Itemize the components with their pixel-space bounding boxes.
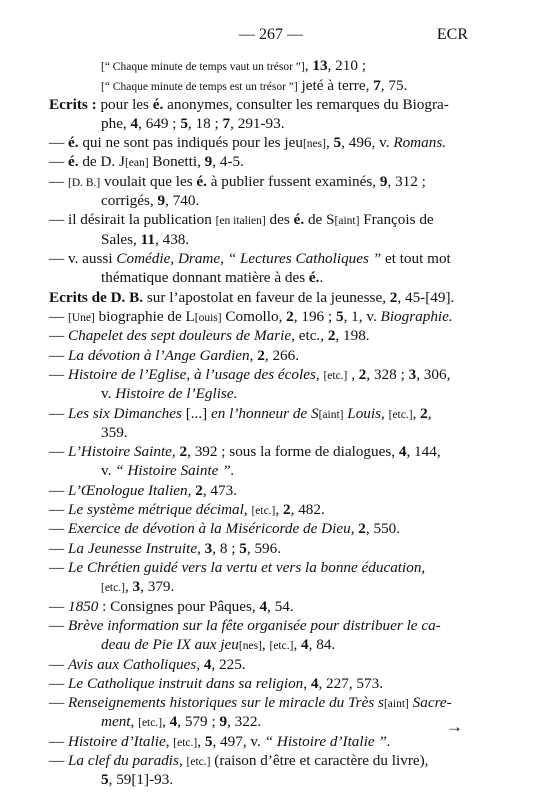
entry-text: ,: [243, 501, 252, 518]
entry-text: ,: [261, 636, 270, 653]
italic-title: La Jeunesse Instruite: [67, 540, 198, 557]
bold-term: 2: [195, 482, 203, 499]
bold-term: 3: [204, 540, 213, 557]
entry-text: —: [49, 617, 68, 634]
index-line: [49, 442, 441, 462]
entry-text: —: [49, 327, 68, 344]
entry-text: Comollo,: [221, 308, 287, 325]
bracket-note: [etc.]: [269, 640, 294, 652]
bold-term: 2: [358, 520, 366, 537]
entry-text: , 4-5.: [212, 153, 244, 170]
bracket-note: [etc.]: [323, 370, 348, 382]
entry-text: ,: [304, 57, 313, 74]
bold-term: 9: [204, 153, 213, 170]
entry-text: ,: [171, 443, 180, 460]
italic-title: Histoire d’Italie: [67, 733, 166, 750]
entry-text: , 45-[49].: [397, 289, 455, 306]
bold-term: 5: [335, 308, 344, 325]
bracket-note: [etc.]: [186, 756, 211, 768]
entry-text: de D. J: [78, 153, 125, 170]
index-line: [101, 577, 174, 598]
entry-text: ,: [427, 405, 432, 422]
bold-term: 4: [130, 115, 139, 132]
entry-text: ,: [197, 540, 205, 557]
index-line: [101, 268, 323, 288]
entry-text: François de: [359, 211, 434, 228]
bold-term: é.: [293, 211, 305, 228]
entry-text: —: [49, 153, 68, 170]
entry-text: pour les: [96, 96, 153, 113]
bracket-note: [Une]: [67, 312, 95, 324]
entry-text: , 328 ;: [366, 366, 409, 383]
page-number: — 267 —: [239, 26, 303, 43]
italic-title: Le système métrique décimal: [67, 501, 244, 518]
bold-term: 2: [286, 308, 294, 325]
bold-term: 4: [169, 713, 178, 730]
index-line: [101, 56, 366, 77]
entry-text: —: [49, 675, 68, 692]
italic-title: Chapelet des sept douleurs de Marie: [67, 327, 292, 344]
entry-text: ,: [412, 405, 421, 422]
bold-term: Ecrits de D. B.: [49, 289, 144, 306]
entry-text: et tout mot: [381, 250, 451, 267]
italic-title: Histoire de l’Eglise.: [115, 385, 238, 402]
index-line: [101, 712, 261, 733]
entry-text: —: [49, 308, 68, 325]
entry-text: —: [49, 443, 68, 460]
italic-title: Avis aux Catholiques: [67, 656, 197, 673]
entry-text: —: [49, 405, 68, 422]
italic-title: Le Chrétien guidé vers la vertu et vers la bonne éducation,: [67, 559, 426, 576]
italic-title: Le Catholique instruit dans sa religion: [67, 675, 304, 692]
entry-text: [...]: [181, 405, 211, 422]
entry-text: —: [49, 482, 68, 499]
italic-title: Brève information sur la fête organisée pour distribuer le ca-: [67, 617, 441, 634]
bracket-note: [D. B.]: [67, 177, 101, 189]
italic-title: 1850: [67, 598, 99, 615]
entry-text: , 198.: [335, 327, 370, 344]
entry-text: , 379.: [140, 578, 175, 595]
entry-text: , 54.: [267, 598, 294, 615]
bracket-note: [en italien]: [215, 215, 266, 227]
page-header: [0, 26, 542, 46]
entry-text: , 473.: [202, 482, 237, 499]
bold-term: 11: [140, 231, 156, 248]
italic-title: Renseignements historiques sur le miracle du Très s: [67, 694, 384, 711]
entry-text: , 225.: [211, 656, 246, 673]
bracket-note: [etc.]: [251, 505, 276, 517]
entry-text: (raison d’être et caractère du livre),: [210, 752, 429, 769]
entry-text: —: [49, 540, 68, 557]
entry-text: thématique donnant matière à des: [101, 269, 309, 286]
entry-text: anonymes, consulter les remarques du Biogra-: [163, 96, 449, 113]
italic-title: Exercice de dévotion à la Miséricorde de Dieu: [67, 520, 351, 537]
entry-text: , 227, 573.: [318, 675, 383, 692]
index-line: [49, 172, 426, 193]
index-line: [49, 539, 281, 559]
entry-text: de S: [304, 211, 335, 228]
entry-text: , 740.: [165, 192, 200, 209]
entry-text: —: [49, 134, 68, 151]
index-line: [49, 597, 294, 617]
entry-text: , 75.: [380, 77, 408, 94]
entry-text: , etc.,: [291, 327, 328, 344]
bold-term: 5: [333, 134, 342, 151]
bold-term: 4: [398, 443, 407, 460]
entry-text: ,: [347, 366, 359, 383]
index-line: [101, 423, 128, 443]
bold-term: 5: [180, 115, 188, 132]
entry-text: ,: [197, 733, 205, 750]
entry-text: ,: [196, 656, 204, 673]
bold-term: Ecrits :: [49, 96, 97, 113]
italic-title: en l’honneur de S: [211, 405, 319, 422]
index-line: [49, 751, 428, 772]
entry-text: —: [49, 501, 68, 518]
entry-text: ,: [178, 752, 187, 769]
bold-term: 3: [132, 578, 141, 595]
index-line: [49, 558, 425, 578]
bold-term: 4: [203, 656, 212, 673]
bold-term: 2: [257, 347, 265, 364]
index-line: [101, 384, 237, 404]
entry-text: —: [49, 173, 68, 190]
entry-text: —: [49, 559, 68, 576]
bold-term: 5: [239, 540, 247, 557]
bold-term: 5: [204, 733, 213, 750]
index-line: [49, 732, 391, 753]
index-line: [49, 288, 454, 308]
entry-text: —: [49, 656, 68, 673]
entry-text: Bonetti,: [148, 153, 205, 170]
entry-text: —: [49, 694, 68, 711]
bold-term: é.: [152, 96, 164, 113]
italic-title: Comédie, Drame, “ Lectures Catholiques ”: [116, 250, 382, 267]
italic-title: La dévotion à l’Ange Gardien: [67, 347, 250, 364]
index-line: [49, 519, 400, 539]
index-line: [101, 191, 199, 211]
index-line: [49, 616, 441, 636]
bold-term: 2: [283, 501, 291, 518]
italic-title: L’Œnologue Italien: [67, 482, 188, 499]
italic-title: La clef du paradis: [67, 752, 179, 769]
bracket-note: [“ Chaque minute de temps est un trésor ”]: [101, 81, 298, 93]
italic-title: Louis,: [343, 405, 385, 422]
entry-text: , 18 ;: [187, 115, 223, 132]
index-line: [49, 655, 246, 675]
bracket-note: [aint]: [318, 409, 344, 421]
index-line: [49, 500, 325, 521]
italic-title: Sacre-: [408, 694, 452, 711]
continue-arrow-icon: →: [446, 717, 463, 736]
entry-text: , 550.: [365, 520, 401, 537]
index-line: [49, 152, 244, 173]
bracket-note: [ouis]: [194, 312, 222, 324]
bold-term: 5: [101, 771, 109, 788]
bracket-note: [etc.]: [138, 717, 163, 729]
entry-text: , 8 ;: [212, 540, 240, 557]
bracket-note: [etc.]: [101, 582, 125, 594]
index-line: [101, 770, 173, 790]
entry-text: : Consignes pour Pâques,: [98, 598, 260, 615]
bold-term: 9: [219, 713, 228, 730]
index-line: [49, 693, 452, 714]
entry-text: jeté à terre,: [297, 77, 374, 94]
index-line: [49, 210, 434, 231]
bracket-note: [etc.]: [388, 409, 413, 421]
italic-title: L’Histoire Sainte: [67, 443, 172, 460]
bold-term: 7: [373, 77, 381, 94]
index-line: [101, 114, 285, 134]
entry-text: ,: [293, 636, 302, 653]
entry-text: , 482.: [290, 501, 325, 518]
entry-text: — v. aussi: [49, 250, 117, 267]
entry-text: ,: [325, 134, 334, 151]
entry-text: v.: [101, 385, 116, 402]
entry-text: , 210 ;: [327, 57, 366, 74]
bracket-note: [ean]: [124, 157, 149, 169]
index-line: [49, 326, 370, 346]
bracket-note: [aint]: [383, 698, 409, 710]
italic-title: Histoire de l’Eglise, à l’usage des écoles,: [67, 366, 320, 383]
entry-text: —: [49, 598, 68, 615]
index-line: [101, 635, 335, 656]
bold-term: 9: [379, 173, 388, 190]
index-line: [49, 365, 450, 386]
index-line: [49, 404, 432, 425]
entry-text: des: [265, 211, 294, 228]
index-line: [49, 674, 383, 694]
entry-text: , 291-93.: [230, 115, 285, 132]
entry-text: Sales,: [101, 231, 141, 248]
bracket-note: [aint]: [334, 215, 360, 227]
index-line: [49, 95, 449, 115]
italic-title: Biographie.: [380, 308, 453, 325]
entry-text: , 579 ;: [177, 713, 220, 730]
bold-term: é.: [67, 153, 79, 170]
bold-term: 4: [259, 598, 268, 615]
bold-term: é.: [308, 269, 320, 286]
bold-term: é.: [67, 134, 79, 151]
italic-title: Romans.: [393, 134, 447, 151]
entry-text: sur l’apostolat en faveur de la jeunesse,: [143, 289, 390, 306]
entry-text: ,: [249, 347, 258, 364]
entry-text: —: [49, 520, 68, 537]
entry-text: , 144,: [406, 443, 441, 460]
index-line: [49, 249, 451, 269]
entry-text: corrigés,: [101, 192, 158, 209]
entry-text: ,: [124, 578, 133, 595]
entry-text: voulait que les: [100, 173, 197, 190]
bracket-note: [nes]: [302, 138, 326, 150]
entry-text: ,: [162, 713, 170, 730]
entry-text: .: [319, 269, 324, 286]
bracket-note: [etc.]: [173, 737, 198, 749]
entry-text: ,: [350, 520, 359, 537]
bold-term: 2: [389, 289, 398, 306]
entry-text: , 438.: [155, 231, 190, 248]
bold-term: 4: [301, 636, 309, 653]
entry-text: à publier fussent examinés,: [206, 173, 380, 190]
index-line: [49, 481, 237, 501]
entry-text: ,: [275, 501, 283, 518]
entry-text: —: [49, 366, 68, 383]
entry-text: , 496, v.: [341, 134, 394, 151]
entry-text: , 266.: [264, 347, 300, 364]
entry-text: , 596.: [246, 540, 282, 557]
entry-text: —: [49, 752, 68, 769]
index-line: [49, 346, 299, 366]
entry-text: —: [49, 347, 68, 364]
bold-term: 2: [358, 366, 367, 383]
index-line: [101, 230, 189, 250]
entry-text: ,: [303, 675, 311, 692]
index-line: [49, 307, 453, 328]
entry-text: ,: [187, 482, 196, 499]
bold-term: 7: [222, 115, 231, 132]
italic-title: ment: [101, 713, 131, 730]
entry-text: ,: [165, 733, 174, 750]
entry-text: , 306,: [416, 366, 451, 383]
entry-text: , 84.: [308, 636, 336, 653]
entry-text: 359.: [101, 424, 128, 441]
bold-term: 2: [327, 327, 336, 344]
entry-text: , 322.: [227, 713, 262, 730]
bracket-note: [nes]: [238, 640, 262, 652]
entry-text: qui ne sont pas indiqués pour les jeu: [78, 134, 303, 151]
entry-text: , 649 ;: [138, 115, 181, 132]
entry-text: , 196 ;: [293, 308, 336, 325]
entry-text: v.: [101, 462, 116, 479]
entry-text: ,: [130, 713, 139, 730]
bold-term: 2: [179, 443, 188, 460]
italic-title: “ Histoire d’Italie ”.: [264, 733, 391, 750]
running-head-keyword: ECR: [436, 26, 468, 43]
entry-text: —: [49, 733, 68, 750]
bold-term: 3: [408, 366, 417, 383]
entry-text: — il désirait la publication: [49, 211, 216, 228]
entry-text: , 392 ; sous la forme de dialogues,: [187, 443, 399, 460]
italic-title: “ Histoire Sainte ”.: [115, 462, 235, 479]
italic-title: Les six Dimanches: [67, 405, 182, 422]
entry-text: phe,: [101, 115, 131, 132]
index-line: [101, 461, 234, 481]
index-line: [101, 76, 407, 97]
entry-text: , 312 ;: [387, 173, 426, 190]
bold-term: 2: [420, 405, 428, 422]
index-line: [49, 133, 446, 154]
bold-term: 13: [312, 57, 328, 74]
bold-term: 9: [157, 192, 166, 209]
entry-text: biographie de L: [94, 308, 195, 325]
bold-term: 4: [310, 675, 319, 692]
italic-title: deau de Pie IX aux jeu: [101, 636, 239, 653]
entry-text: , 1, v.: [343, 308, 381, 325]
bracket-note: [“ Chaque minute de temps vaut un trésor ”]: [101, 61, 305, 73]
entry-text: , 59[1]-93.: [108, 771, 174, 788]
bold-term: é.: [196, 173, 207, 190]
entry-text: , 497, v.: [212, 733, 265, 750]
